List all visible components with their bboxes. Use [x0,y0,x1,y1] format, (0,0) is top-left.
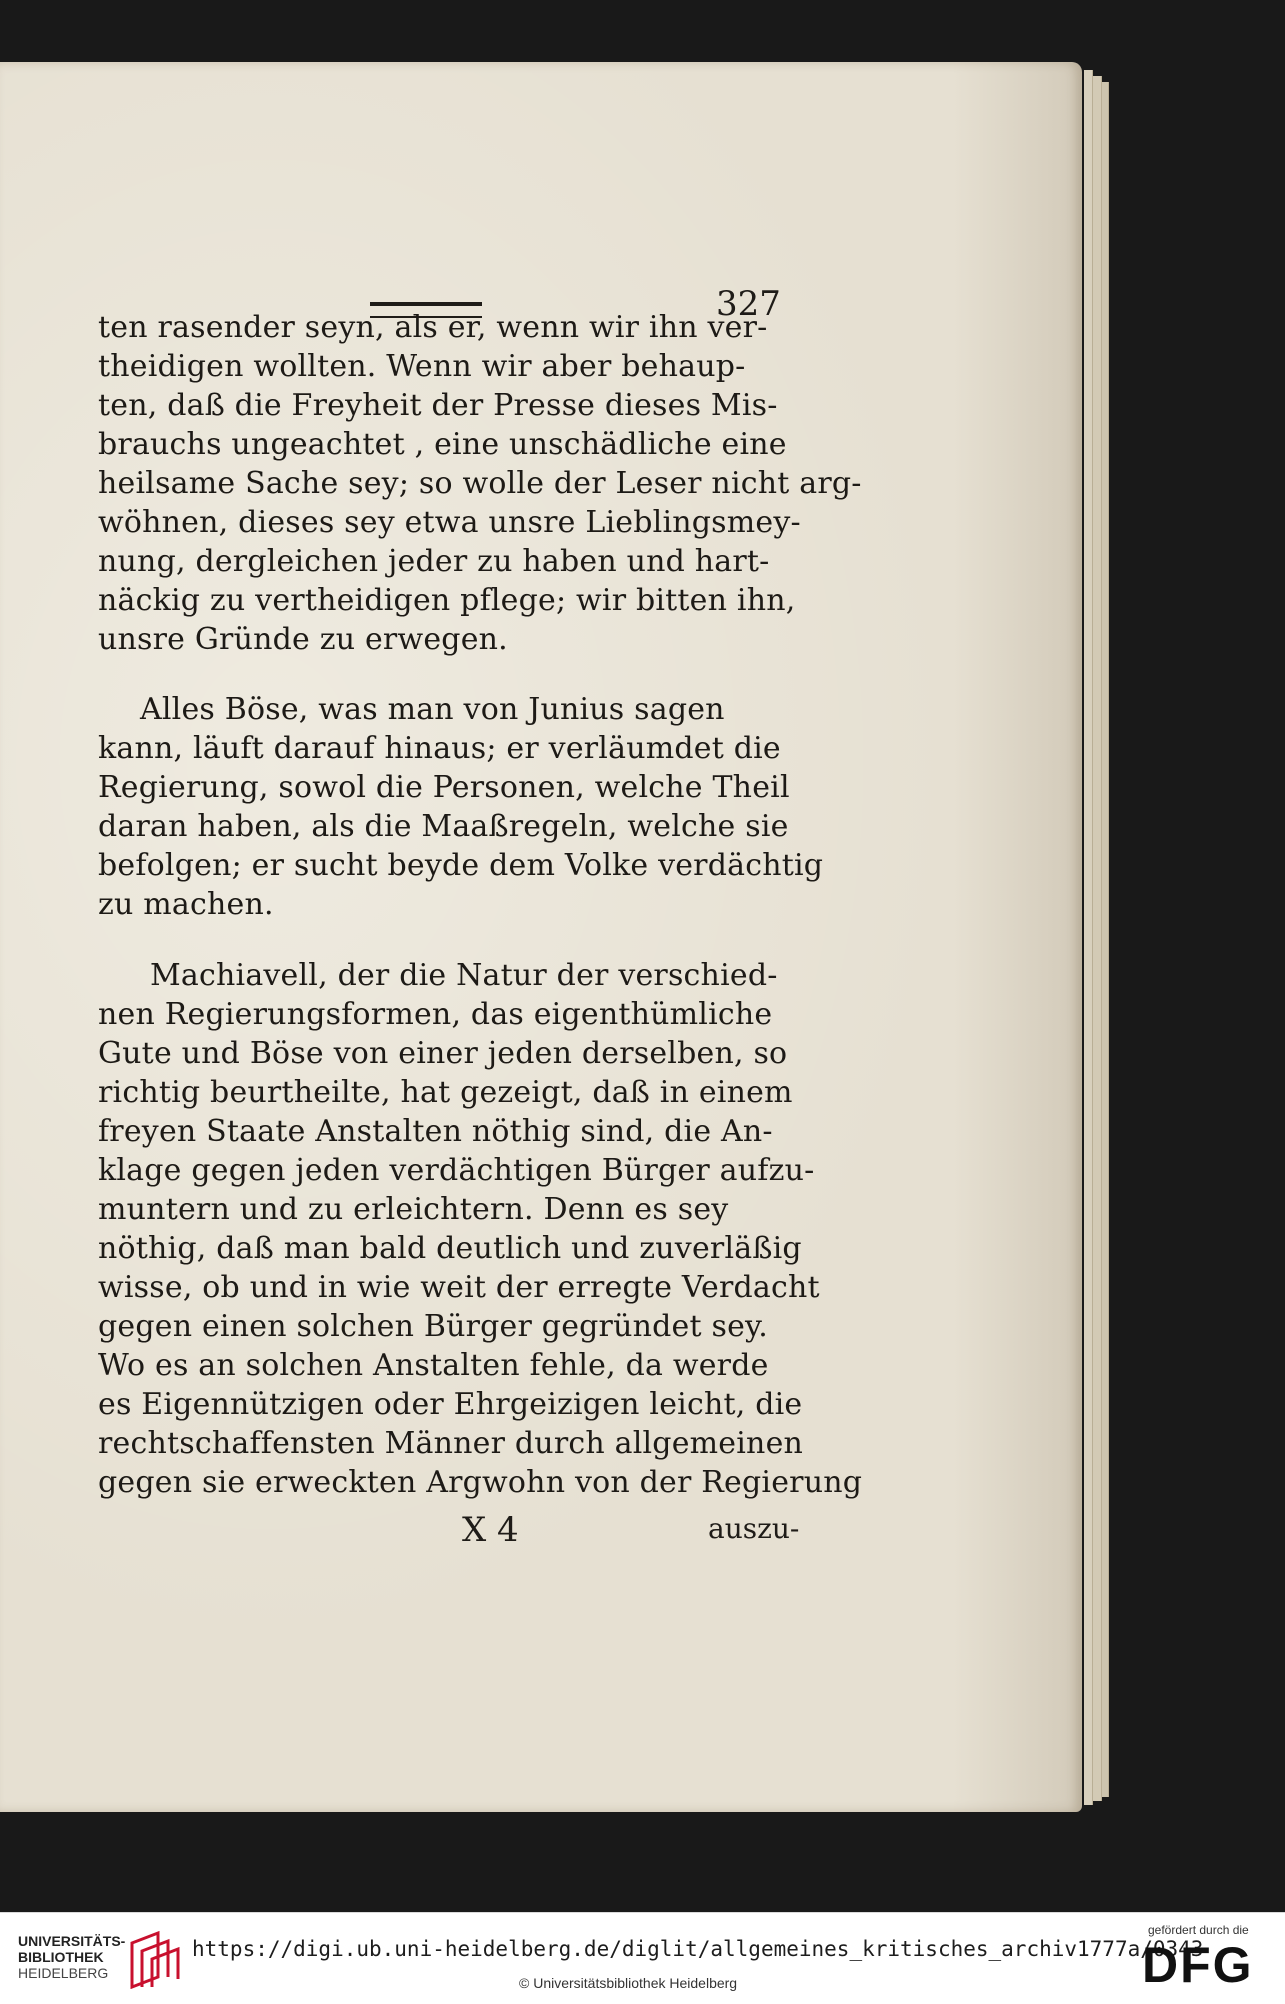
text-line: Wo es an solchen Anstalten fehle, da werde [98,1348,769,1383]
text-line: unsre Gründe zu erwegen. [98,622,508,657]
permalink-url[interactable]: https://digi.ub.uni-heidelberg.de/diglit/allgemeines_kritisches_archiv1777a/0343 [192,1937,1204,1961]
page-number: 327 [716,284,781,324]
text-line: klage gegen jeden verdächtigen Bürger aufzu- [98,1153,815,1188]
signature-mark: X 4 [462,1510,519,1550]
text-line: gegen einen solchen Bürger gegründet sey. [98,1309,768,1344]
text-line: nung, dergleichen jeder zu haben und hart- [98,544,770,579]
text-line: kann, läuft darauf hinaus; er verläumdet die [98,731,781,766]
text-line: daran haben, als die Maaßregeln, welche sie [98,809,789,844]
text-line: gegen sie erweckten Argwohn von der Regierung [98,1465,863,1500]
library-name-line: HEIDELBERG [18,1965,109,1981]
text-line: nen Regierungsformen, das eigenthümliche [98,997,773,1032]
text-line: ten, daß die Freyheit der Presse dieses Mis- [98,388,778,423]
library-logo-icon [128,1929,180,1989]
text-line: richtig beurtheilte, hat gezeigt, daß in einem [98,1075,793,1110]
page-edge [1084,70,1093,1805]
text-line: wöhnen, dieses sey etwa unsre Lieblingsmey- [98,505,801,540]
funding-label: gefördert durch die [1148,1923,1249,1937]
text-line: muntern und zu erleichtern. Denn es sey [98,1192,729,1227]
text-line: heilsame Sache sey; so wolle der Leser nicht arg- [98,466,862,501]
viewer-footer [0,1912,1285,2004]
page-edge [1093,76,1102,1801]
text-line: freyen Staate Anstalten nöthig sind, die An- [98,1114,773,1149]
text-line: Regierung, sowol die Personen, welche Theil [98,770,790,805]
copyright-notice: © Universitätsbibliothek Heidelberg [519,1975,738,1991]
catchword: auszu- [708,1512,800,1545]
text-line: zu machen. [98,887,274,922]
library-name-line: BIBLIOTHEK [18,1949,104,1965]
text-line: befolgen; er sucht beyde dem Volke verdächtig [98,848,824,883]
page-edge [1102,82,1109,1797]
text-line: ten rasender seyn, als er, wenn wir ihn ver- [98,310,768,345]
text-line: theidigen wollten. Wenn wir aber behaup- [98,349,746,384]
text-line: wisse, ob und in wie weit der erregte Verdacht [98,1270,820,1305]
text-line: nöthig, daß man bald deutlich und zuverläßig [98,1231,802,1266]
text-line: Machiavell, der die Natur der verschied- [150,958,778,993]
library-name-line: UNIVERSITÄTS- [18,1933,126,1949]
text-line: näckig zu vertheidigen pflege; wir bitten ihn, [98,583,796,618]
text-line: rechtschaffensten Männer durch allgemeinen [98,1426,804,1461]
dfg-logo[interactable]: DFG [1142,1937,1254,1993]
text-line: brauchs ungeachtet , eine unschädliche eine [98,427,787,462]
library-logo-text[interactable] [18,1933,125,1981]
book-page [0,62,1082,1812]
text-line: es Eigennützigen oder Ehrgeizigen leicht, die [98,1387,803,1422]
text-line: Gute und Böse von einer jeden derselben, so [98,1036,788,1071]
text-line: Alles Böse, was man von Junius sagen [140,692,725,727]
